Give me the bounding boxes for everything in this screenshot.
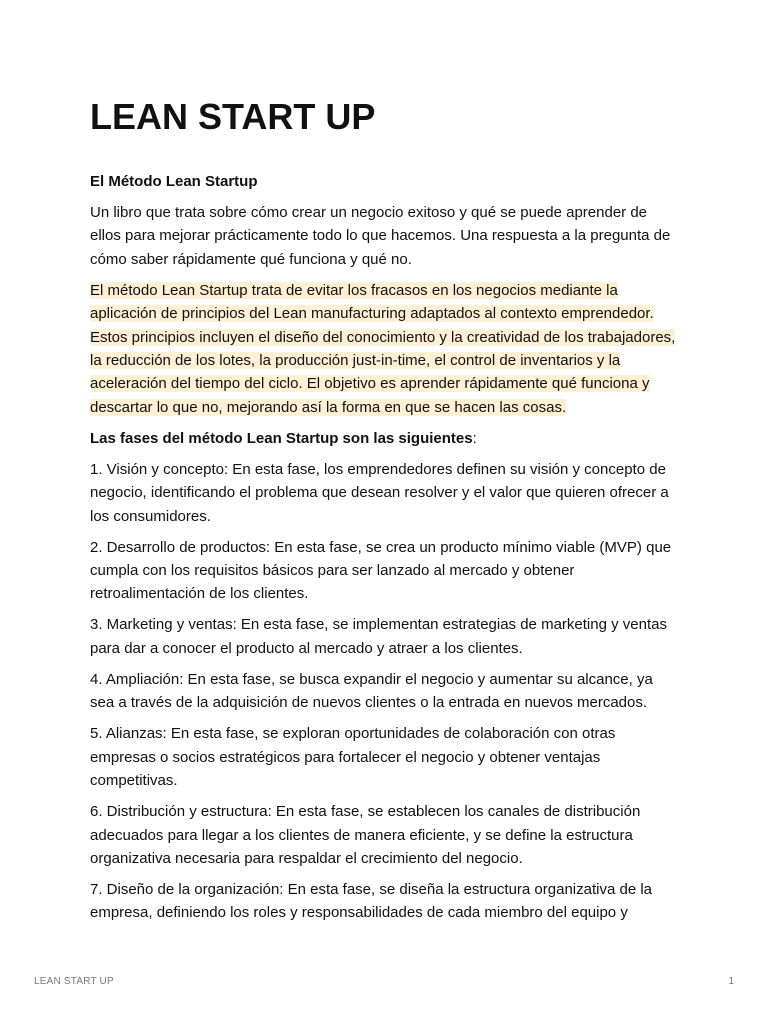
intro-paragraph: Un libro que trata sobre cómo crear un negocio exitoso y qué se puede aprender de ellos para mejorar prácticamente todo lo que hacemos. Una respuesta a la pregunta de cómo saber rápidamente qué funciona y qué no. bbox=[90, 204, 671, 268]
phase-item: 5. Alianzas: En esta fase, se exploran oportunidades de colaboración con otras empresas o socios estratégicos para fortalecer el negocio y obtener ventajas competitivas. bbox=[90, 725, 616, 790]
section-subtitle: El Método Lean Startup bbox=[90, 173, 258, 190]
phases-heading-suffix: : bbox=[472, 429, 477, 447]
phases-heading-bold: Las fases del método Lean Startup son las siguientes bbox=[90, 429, 473, 447]
highlighted-text: El método Lean Startup trata de evitar los fracasos en los negocios mediante la aplicación de principios del Lean manufacturing adaptados al contexto emprendedor. Estos principios incluyen el diseño del conocimiento y la creatividad de los trabajadores, la reducción de los lotes, la producción just-in-time, el control de inventarios y la aceleración del tiempo del ciclo. El objetivo es aprender rápidamente qué funciona y descartar lo que no, mejorando así la forma en que se hacen las cosas. bbox=[90, 281, 676, 416]
document-body bbox=[90, 170, 678, 932]
phase-item: 4. Ampliación: En esta fase, se busca expandir el negocio y aumentar su alcance, ya sea a través de la adquisición de nuevos clientes o la entrada en nuevos mercados. bbox=[90, 670, 653, 712]
footer-document-title: LEAN START UP bbox=[34, 976, 114, 987]
phase-item: 3. Marketing y ventas: En esta fase, se implementan estrategias de marketing y ventas para dar a conocer el producto al mercado y atraer a los clientes. bbox=[90, 616, 667, 657]
phase-item: 1. Visión y concepto: En esta fase, los emprendedores definen su visión y concepto de negocio, identificando el problema que desean resolver y el valor que quieren ofrecer a los consumidores. bbox=[90, 460, 669, 525]
highlighted-paragraph bbox=[90, 279, 678, 419]
document-title: LEAN START UP bbox=[90, 96, 376, 137]
phases-heading bbox=[90, 427, 678, 450]
phase-item: 2. Desarrollo de productos: En esta fase, se crea un producto mínimo viable (MVP) que cumpla con los requisitos básicos para ser lanzado al mercado y obtener retroalimentación de los clientes. bbox=[90, 538, 672, 603]
footer-page-number: 1 bbox=[728, 976, 734, 987]
phase-item: 7. Diseño de la organización: En esta fase, se diseña la estructura organizativa de la empresa, definiendo los roles y responsabilidades de cada miembro del equipo y bbox=[90, 880, 653, 922]
phase-item: 6. Distribución y estructura: En esta fase, se establecen los canales de distribución adecuados para llegar a los clientes de manera eficiente, y se define la estructura organizativa necesaria para respaldar el crecimiento del negocio. bbox=[90, 803, 641, 867]
